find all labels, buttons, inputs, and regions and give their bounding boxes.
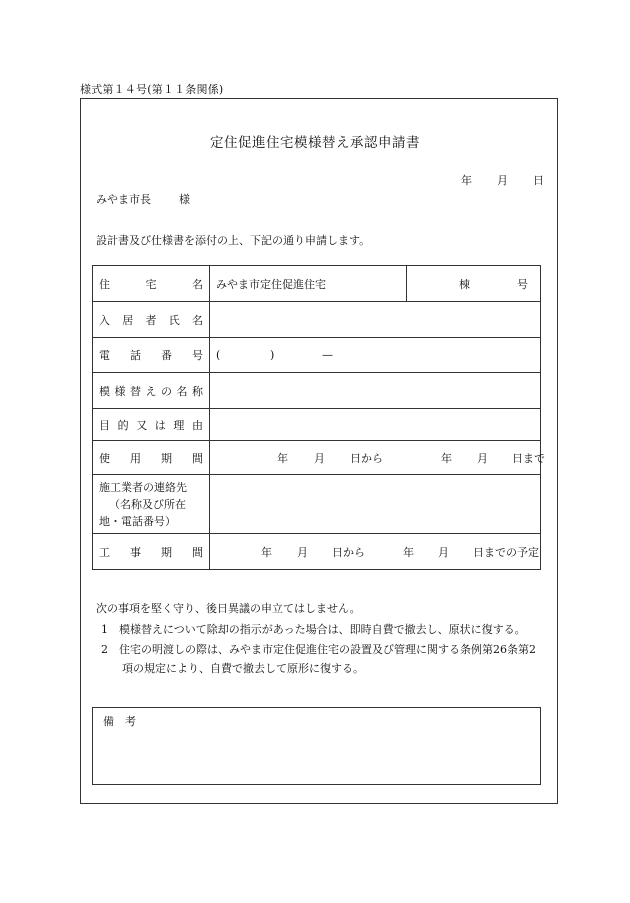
phone-dash: —: [322, 348, 333, 362]
notice-item-2-line2: 項の規定により、自費で撤去して原形に復する。: [122, 662, 364, 675]
residence-label-cell: [93, 266, 210, 302]
label-char: 入: [99, 313, 110, 327]
contractor-contact-field[interactable]: [210, 475, 541, 534]
row-purpose: [93, 409, 541, 441]
addressee: [96, 191, 190, 207]
phone-label-cell: [93, 338, 210, 373]
date-day: 日: [533, 174, 544, 187]
construction-year1: 年: [261, 545, 272, 559]
remarks-label: 備考: [103, 715, 147, 728]
usage-period-field[interactable]: [210, 441, 545, 475]
occupant-name-field[interactable]: [210, 302, 541, 338]
construction-year2: 年: [403, 545, 414, 559]
label-char: は: [154, 418, 166, 432]
label-char: 間: [192, 545, 203, 559]
label-char: 電: [99, 349, 110, 362]
usage-label-cell: [93, 441, 210, 475]
label-char: 目: [99, 418, 110, 432]
construction-until: 日までの予定: [473, 545, 539, 559]
residence-label: [99, 276, 203, 292]
alteration-name-field[interactable]: [210, 373, 541, 409]
notice-item-1: 1 模様替えについて除却の指示があった場合は、即時自費で撤去し、原状に復する。: [101, 623, 526, 636]
alteration-label-cell: [93, 373, 210, 409]
label-char: 期: [161, 451, 172, 465]
row-usage-period: [93, 441, 541, 475]
row-residence: [93, 266, 541, 302]
construction-month2: 月: [438, 545, 449, 559]
date-year: 年: [461, 174, 472, 187]
form-title: 定住促進住宅模様替え承認申請書: [210, 135, 420, 151]
label-char: 番: [161, 349, 172, 362]
construction-period-field[interactable]: [210, 534, 541, 570]
usage-year1: 年: [277, 451, 288, 465]
row-occupant: [93, 302, 541, 338]
label-char: 替: [130, 384, 141, 398]
label-char: 名: [192, 277, 203, 291]
label-char: 模: [99, 384, 110, 398]
construction-label: [99, 544, 203, 560]
label-char: 工: [99, 545, 110, 559]
usage-year2: 年: [441, 451, 452, 465]
label-char: 宅: [145, 277, 157, 291]
addressee-name: みやま市長: [96, 193, 151, 206]
usage-month1: 月: [314, 451, 325, 465]
purpose-field[interactable]: [210, 409, 541, 441]
label-char: 理: [173, 418, 185, 432]
phone-close-paren: ): [270, 348, 275, 362]
contractor-label-line3: 地・電話番号）: [99, 514, 176, 528]
residence-name-field[interactable]: [210, 266, 407, 302]
number-char: 号: [517, 277, 528, 291]
label-char: 様: [114, 384, 126, 398]
label-char: 又: [136, 418, 148, 432]
residence-name-value: みやま市定住促進住宅: [216, 277, 326, 291]
label-char: 住: [99, 277, 110, 291]
construction-from: 日から: [332, 545, 365, 559]
label-char: 居: [122, 313, 134, 327]
label-char: の: [161, 384, 172, 398]
occupant-label: [99, 312, 203, 328]
alteration-label: [99, 383, 203, 399]
notice-lead: 次の事項を堅く守り、後日異議の申立てはしません。: [96, 602, 361, 615]
occupant-label-cell: [93, 302, 210, 338]
purpose-label: [99, 417, 203, 433]
building-char: 棟: [459, 277, 470, 291]
label-char: 者: [145, 313, 157, 327]
label-char: え: [145, 384, 157, 398]
contractor-label-line1: 施工業者の連絡先: [99, 480, 187, 494]
phone-field[interactable]: [210, 338, 541, 373]
label-char: 用: [130, 451, 141, 465]
contractor-label-cell: [93, 475, 210, 534]
label-char: 使: [99, 451, 110, 465]
purpose-label-cell: [93, 409, 210, 441]
label-char: 名: [192, 313, 203, 327]
application-table: [92, 265, 545, 570]
usage-from: 日から: [350, 451, 383, 465]
addressee-honorific: 様: [179, 193, 190, 206]
contractor-label-line2: （名称及び所在: [109, 497, 186, 511]
form-number: 様式第１４号(第１１条関係): [80, 83, 224, 96]
row-construction-period: [93, 534, 541, 570]
label-char: 名: [176, 384, 188, 398]
label-char: 間: [192, 451, 203, 465]
label-char: 氏: [168, 313, 180, 327]
label-char: 称: [192, 384, 203, 398]
row-contractor: [93, 475, 541, 534]
usage-until: 日まで: [512, 451, 545, 465]
building-number-field[interactable]: [407, 266, 541, 302]
phone-open-paren: (: [216, 348, 221, 362]
usage-month2: 月: [477, 451, 488, 465]
date-month: 月: [497, 174, 508, 187]
label-char: 話: [130, 349, 141, 362]
label-char: 的: [117, 418, 129, 432]
intro-text: 設計書及び仕様書を添付の上、下記の通り申請します。: [96, 234, 371, 247]
label-char: 由: [191, 418, 203, 432]
remarks-field[interactable]: [92, 707, 541, 785]
usage-label: [99, 450, 203, 466]
construction-label-cell: [93, 534, 210, 570]
label-char: 期: [161, 545, 172, 559]
label-char: 事: [130, 545, 141, 559]
construction-month1: 月: [297, 545, 308, 559]
row-phone: [93, 338, 541, 373]
label-char: 号: [192, 349, 203, 362]
phone-label: [99, 347, 203, 363]
row-alteration: [93, 373, 541, 409]
notice-item-2-line1: 2 住宅の明渡しの際は、みやま市定住促進住宅の設置及び管理に関する条例第26条第2: [101, 643, 536, 656]
